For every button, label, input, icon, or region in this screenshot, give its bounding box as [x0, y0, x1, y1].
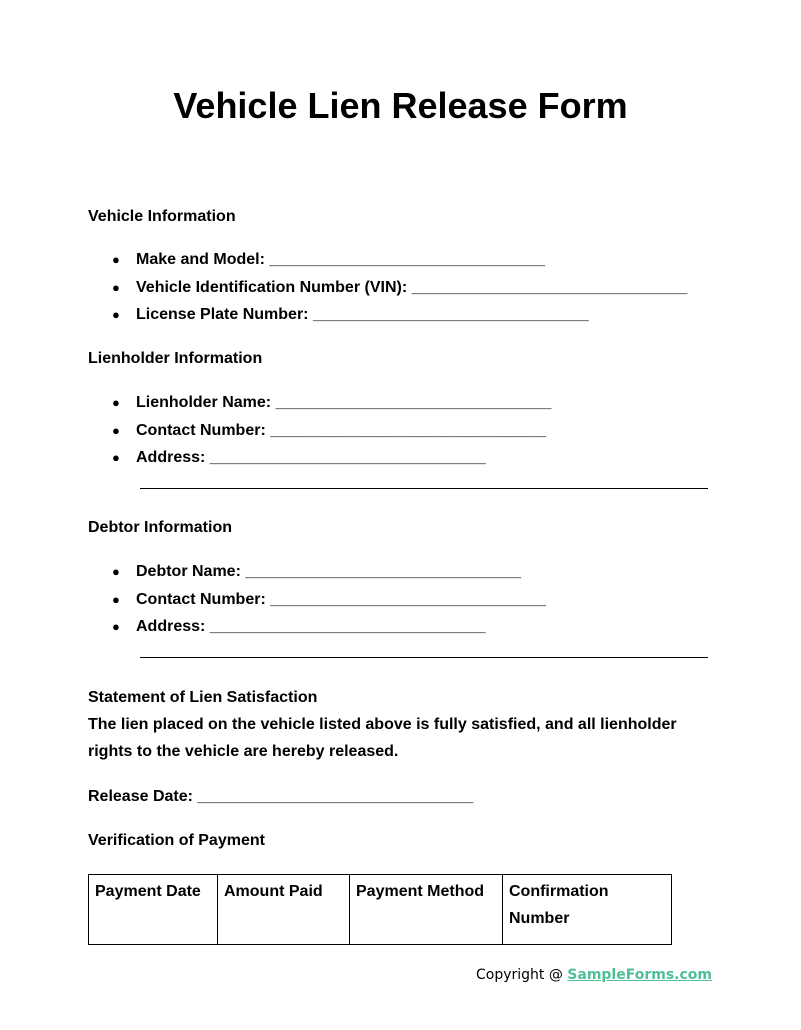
- column-header-payment-method: Payment Method: [350, 875, 503, 945]
- column-header-amount-paid: Amount Paid: [218, 875, 350, 945]
- sampleforms-link[interactable]: SampleForms.com: [567, 967, 712, 983]
- lienholder-name-field[interactable]: ● Lienholder Name: _______________________________: [88, 393, 551, 421]
- debtor-section-heading: Debtor Information: [88, 519, 232, 536]
- copyright-footer: [476, 966, 712, 984]
- copyright-prefix: Copyright @: [475, 967, 568, 983]
- vehicle-field-list: [88, 250, 687, 333]
- release-date-field[interactable]: Release Date: _______________________________: [88, 788, 474, 805]
- debtor-field-list: [88, 562, 546, 645]
- page-title: Vehicle Lien Release Form: [173, 85, 628, 126]
- debtor-name-field[interactable]: ● Debtor Name: _______________________________: [88, 562, 546, 590]
- lienholder-address-continuation-line[interactable]: [140, 488, 708, 489]
- vehicle-section-heading: Vehicle Information: [88, 208, 236, 225]
- debtor-address-continuation-line[interactable]: [140, 657, 708, 658]
- make-model-field[interactable]: ● Make and Model: _______________________________: [88, 250, 687, 278]
- payment-table: [88, 874, 672, 945]
- table-header-row: [89, 875, 672, 945]
- vin-field[interactable]: ● Vehicle Identification Number (VIN): _______________________________: [88, 278, 687, 306]
- statement-section-heading: Statement of Lien Satisfaction: [88, 689, 318, 706]
- lienholder-contact-field[interactable]: ● Contact Number: _______________________________: [88, 421, 551, 449]
- lienholder-address-field[interactable]: ● Address: _______________________________: [88, 448, 551, 476]
- debtor-address-field[interactable]: ● Address: _______________________________: [88, 617, 546, 645]
- payment-section-heading: Verification of Payment: [88, 832, 265, 849]
- statement-text: The lien placed on the vehicle listed above is fully satisfied, and all lienholder rights to the vehicle are hereby released.: [88, 716, 677, 760]
- column-header-confirmation-number: Confirmation Number: [503, 875, 672, 945]
- lienholder-field-list: [88, 393, 551, 476]
- debtor-contact-field[interactable]: ● Contact Number: _______________________________: [88, 590, 546, 618]
- column-header-payment-date: Payment Date: [89, 875, 218, 945]
- license-plate-field[interactable]: ● License Plate Number: _______________________________: [88, 305, 687, 333]
- lienholder-section-heading: Lienholder Information: [88, 350, 263, 367]
